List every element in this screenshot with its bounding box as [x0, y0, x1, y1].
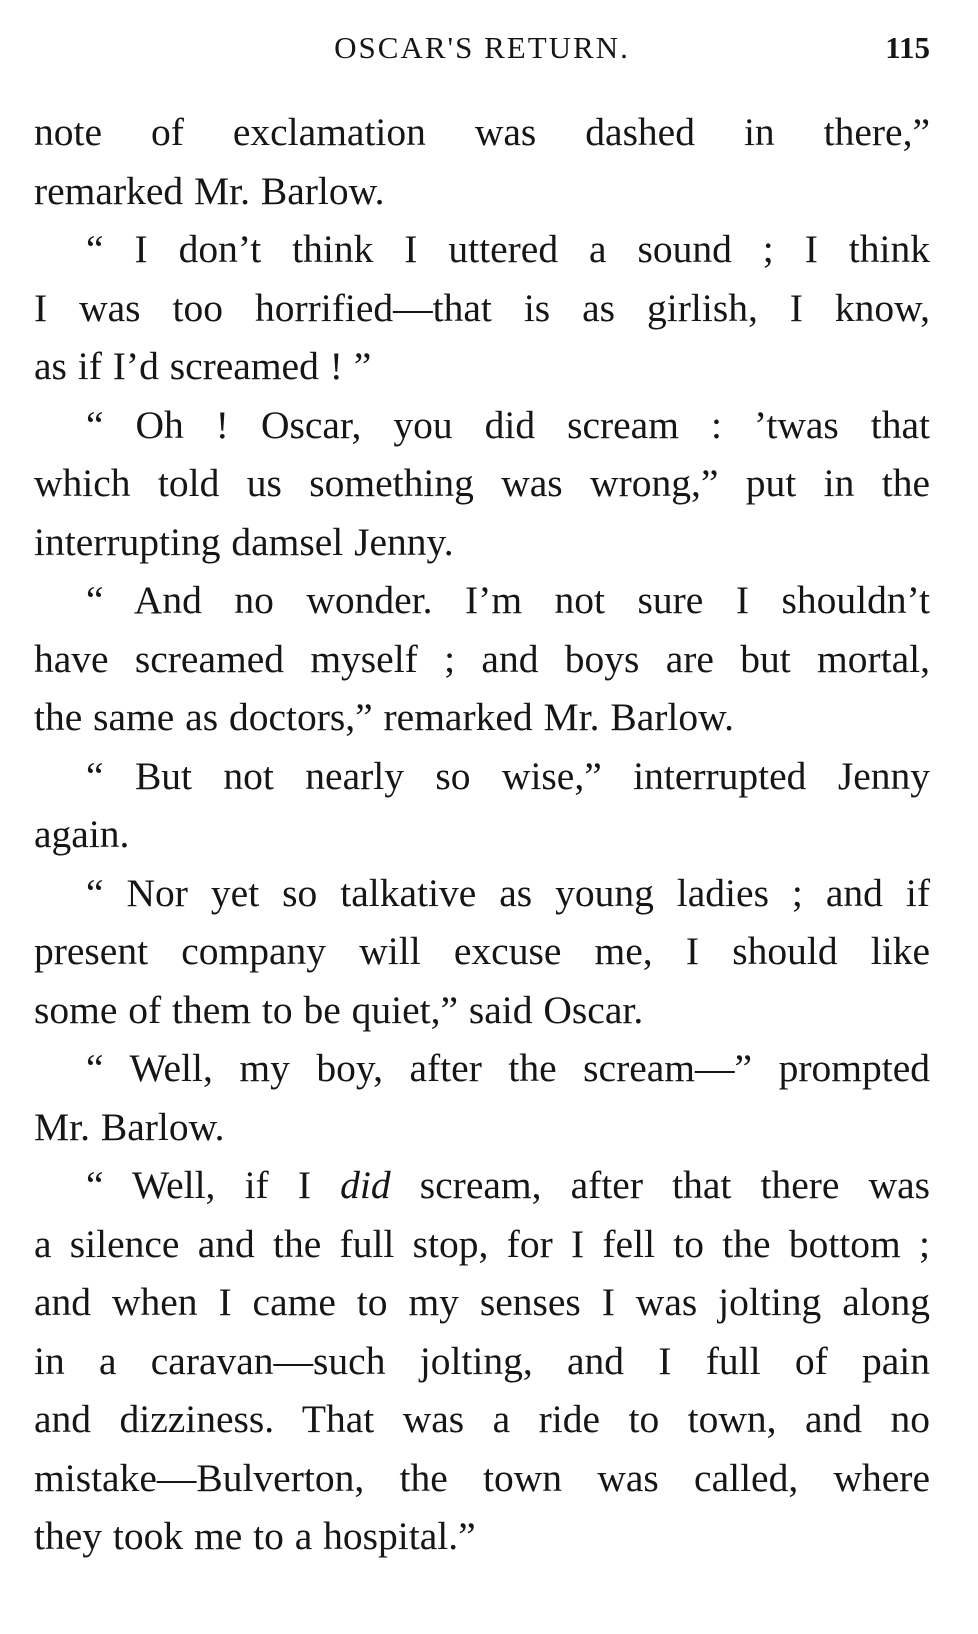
- body-text: [34, 103, 930, 1566]
- text-line: “ Well, my boy, after the scream—” prompted: [86, 1046, 930, 1090]
- text-line: I was too horrified—that is as girlish, I know,: [34, 285, 930, 330]
- text-line: in a caravan—such jolting, and I full of pain: [34, 1338, 930, 1383]
- text-line: have screamed myself ; and boys are but mortal,: [34, 636, 930, 681]
- text-line: interrupting damsel Jenny.: [34, 519, 454, 564]
- text-line: “ Oh ! Oscar, you did scream : ’twas that: [86, 402, 930, 447]
- text-line: and when I came to my senses I was jolting along: [34, 1280, 930, 1324]
- text-line: mistake—Bulverton, the town was called, where: [34, 1455, 930, 1500]
- text-line: present company will excuse me, I should like: [34, 929, 930, 973]
- text-line: Mr. Barlow.: [34, 1104, 225, 1149]
- text-line: “ I don’t think I uttered a sound ; I think: [86, 227, 930, 271]
- running-head: [34, 22, 930, 72]
- text-segment: scream, after that there was: [390, 1163, 930, 1207]
- text-line: “ Nor yet so talkative as young ladies ; and if: [86, 870, 930, 915]
- text-line: “ But not nearly so wise,” interrupted Jenny: [86, 753, 930, 798]
- running-title: OSCAR'S RETURN.: [334, 30, 630, 65]
- text-line: the same as doctors,” remarked Mr. Barlow.: [34, 695, 734, 739]
- text-line: again.: [34, 812, 130, 856]
- text-segment: “ Well, if I: [86, 1163, 341, 1207]
- text-line: remarked Mr. Barlow.: [34, 168, 385, 213]
- text-line: and dizziness. That was a ride to town, and no: [34, 1397, 930, 1441]
- text-line: note of exclamation was dashed in there,”: [34, 110, 930, 154]
- text-line: they took me to a hospital.”: [34, 1514, 476, 1558]
- text-line: which told us something was wrong,” put in the: [34, 461, 930, 505]
- text-line: “ And no wonder. I’m not sure I shouldn’t: [86, 578, 930, 622]
- emphasis-text: did: [340, 1163, 391, 1207]
- text-line: [34, 1156, 930, 1215]
- text-line: some of them to be quiet,” said Oscar.: [34, 987, 644, 1032]
- text-line: a silence and the full stop, for I fell to the bottom ;: [34, 1221, 930, 1266]
- page-number: 115: [885, 30, 930, 65]
- text-line: as if I’d screamed ! ”: [34, 344, 372, 388]
